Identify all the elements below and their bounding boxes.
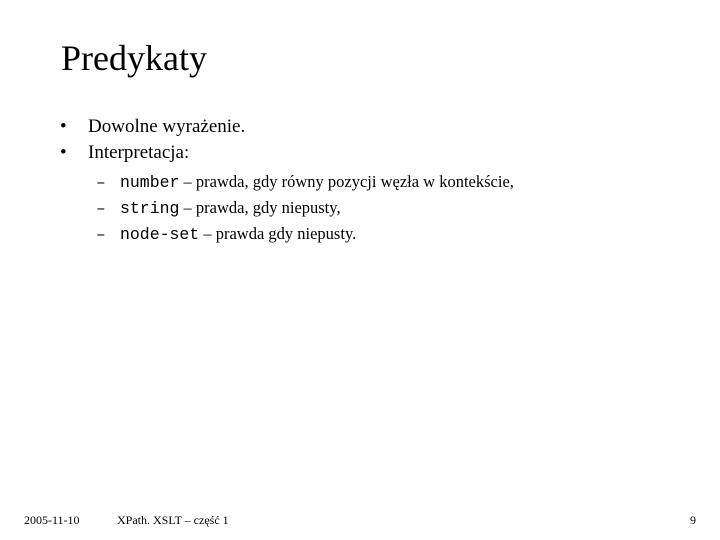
sub-item-text: – prawda gdy niepusty. [199,224,357,243]
sub-item [96,221,514,247]
dash-icon: – [96,226,106,244]
footer-title: XPath. XSLT – część 1 [117,513,229,527]
sub-item-text: – prawda, gdy równy pozycji węzła w kontekście, [179,172,514,191]
bullet-item [60,114,245,140]
page-number: 9 [690,513,696,527]
sub-item [96,195,514,221]
dash-icon: – [96,174,106,192]
bullet-item [60,140,245,166]
sub-item-text: – prawda, gdy niepusty, [179,198,341,217]
slide-title: Predykaty [61,38,207,78]
code-keyword: node-set [120,225,200,244]
bullet-list [60,114,245,166]
bullet-text: Dowolne wyrażenie. [88,116,246,137]
code-keyword: number [120,173,180,192]
code-keyword: string [120,199,180,218]
bullet-icon: • [60,116,67,137]
sub-list [96,169,514,247]
bullet-icon: • [60,142,67,163]
bullet-text: Interpretacja: [88,142,190,163]
dash-icon: – [96,200,106,218]
sub-item [96,169,514,195]
footer-date: 2005-11-10 [24,513,80,527]
